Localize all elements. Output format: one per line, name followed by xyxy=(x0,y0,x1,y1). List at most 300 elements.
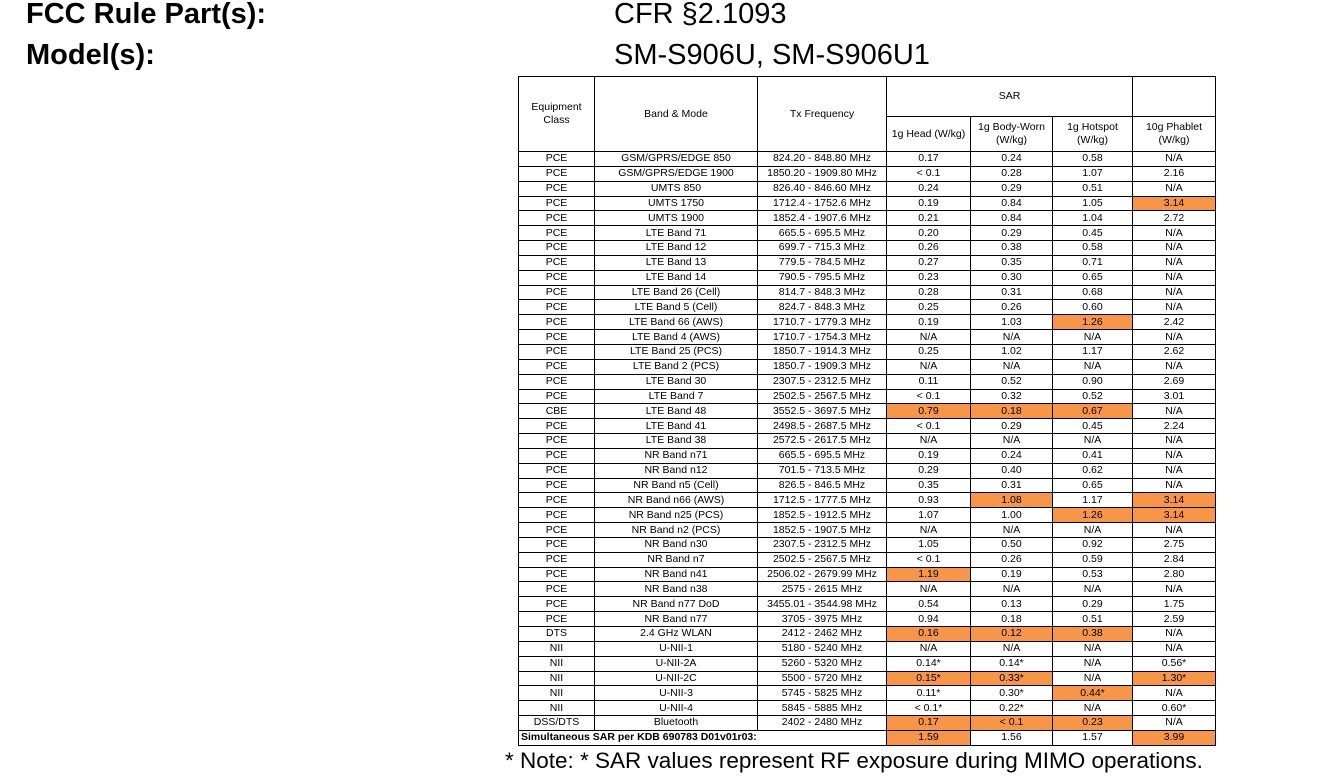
cell-freq: 2502.5 - 2567.5 MHz xyxy=(758,552,887,567)
cell-phablet: 2.59 xyxy=(1133,612,1216,627)
mimo-note: * Note: * SAR values represent RF exposure during MIMO operations. xyxy=(505,748,1203,773)
cell-hotspot: 0.45 xyxy=(1053,419,1133,434)
cell-body: 0.28 xyxy=(971,166,1053,181)
cell-head: 0.79 xyxy=(887,404,971,419)
cell-hotspot: N/A xyxy=(1053,330,1133,345)
cell-head: 1.19 xyxy=(887,567,971,582)
cell-eq: PCE xyxy=(519,597,595,612)
cell-freq: 826.5 - 846.5 MHz xyxy=(758,478,887,493)
table-row xyxy=(519,389,1216,404)
cell-phablet: N/A xyxy=(1133,152,1216,167)
cell-head: 0.93 xyxy=(887,493,971,508)
cell-eq: PCE xyxy=(519,523,595,538)
cell-body: 0.52 xyxy=(971,374,1053,389)
table-row xyxy=(519,404,1216,419)
cell-hotspot: 1.05 xyxy=(1053,196,1133,211)
cell-body: 0.29 xyxy=(971,419,1053,434)
cell-hotspot: 0.58 xyxy=(1053,241,1133,256)
cell-body: 0.31 xyxy=(971,285,1053,300)
simultaneous-sar-label: Simultaneous SAR per KDB 690783 D01v01r03: xyxy=(519,730,887,745)
cell-eq: PCE xyxy=(519,300,595,315)
cell-head: < 0.1* xyxy=(887,701,971,716)
cell-freq: 3552.5 - 3697.5 MHz xyxy=(758,404,887,419)
table-row xyxy=(519,166,1216,181)
cell-head: < 0.1 xyxy=(887,552,971,567)
table-row xyxy=(519,241,1216,256)
table-row xyxy=(519,270,1216,285)
cell-hotspot: N/A xyxy=(1053,434,1133,449)
cell-head: 0.19 xyxy=(887,448,971,463)
cell-phablet: 2.69 xyxy=(1133,374,1216,389)
cell-hotspot: 0.29 xyxy=(1053,597,1133,612)
cell-phablet: N/A xyxy=(1133,404,1216,419)
cell-body: 0.30 xyxy=(971,270,1053,285)
cell-band: NR Band n77 xyxy=(595,612,758,627)
cell-band: U-NII-4 xyxy=(595,701,758,716)
cell-band: NR Band n30 xyxy=(595,537,758,552)
table-row xyxy=(519,448,1216,463)
cell-eq: NII xyxy=(519,641,595,656)
cell-phablet: 2.16 xyxy=(1133,166,1216,181)
cell-hotspot: N/A xyxy=(1053,641,1133,656)
cell-phablet: 2.75 xyxy=(1133,537,1216,552)
table-row xyxy=(519,523,1216,538)
cell-band: NR Band n7 xyxy=(595,552,758,567)
cell-body: N/A xyxy=(971,641,1053,656)
cell-phablet: N/A xyxy=(1133,434,1216,449)
header-1g-hotspot: 1g Hotspot (W/kg) xyxy=(1053,117,1133,152)
cell-freq: 665.5 - 695.5 MHz xyxy=(758,226,887,241)
cell-phablet: 3.01 xyxy=(1133,389,1216,404)
table-row xyxy=(519,344,1216,359)
cell-freq: 1710.7 - 1754.3 MHz xyxy=(758,330,887,345)
cell-freq: 5745 - 5825 MHz xyxy=(758,686,887,701)
cell-freq: 814.7 - 848.3 MHz xyxy=(758,285,887,300)
cell-band: 2.4 GHz WLAN xyxy=(595,627,758,642)
cell-hotspot: N/A xyxy=(1053,582,1133,597)
cell-phablet: N/A xyxy=(1133,300,1216,315)
cell-head: 0.25 xyxy=(887,344,971,359)
cell-head: < 0.1 xyxy=(887,389,971,404)
cell-head: N/A xyxy=(887,641,971,656)
table-row xyxy=(519,567,1216,582)
cell-freq: 1850.20 - 1909.80 MHz xyxy=(758,166,887,181)
table-row xyxy=(519,641,1216,656)
header-equipment-class: Equipment Class xyxy=(519,77,595,152)
cell-band: UMTS 1750 xyxy=(595,196,758,211)
cell-band: LTE Band 13 xyxy=(595,255,758,270)
table-row xyxy=(519,300,1216,315)
table-row xyxy=(519,196,1216,211)
cell-head: N/A xyxy=(887,582,971,597)
cell-freq: 1710.7 - 1779.3 MHz xyxy=(758,315,887,330)
cell-body: 0.18 xyxy=(971,612,1053,627)
cell-hotspot: 1.26 xyxy=(1053,315,1133,330)
cell-body: 0.29 xyxy=(971,181,1053,196)
table-row xyxy=(519,671,1216,686)
cell-freq: 1850.7 - 1914.3 MHz xyxy=(758,344,887,359)
table-row xyxy=(519,255,1216,270)
cell-hotspot: 0.90 xyxy=(1053,374,1133,389)
cell-head: 0.16 xyxy=(887,627,971,642)
table-row xyxy=(519,612,1216,627)
cell-body: 0.26 xyxy=(971,300,1053,315)
cell-band: LTE Band 5 (Cell) xyxy=(595,300,758,315)
cell-freq: 699.7 - 715.3 MHz xyxy=(758,241,887,256)
cell-phablet: N/A xyxy=(1133,241,1216,256)
cell-freq: 1712.4 - 1752.6 MHz xyxy=(758,196,887,211)
cell-band: NR Band n41 xyxy=(595,567,758,582)
sar-table-body xyxy=(519,152,1216,746)
cell-eq: PCE xyxy=(519,166,595,181)
cell-eq: PCE xyxy=(519,226,595,241)
cell-hotspot: N/A xyxy=(1053,656,1133,671)
cell-eq: PCE xyxy=(519,196,595,211)
cell-body: 0.50 xyxy=(971,537,1053,552)
model-label: Model(s): xyxy=(26,39,155,71)
cell-head: N/A xyxy=(887,434,971,449)
cell-body: < 0.1 xyxy=(971,716,1053,731)
cell-freq: 824.7 - 848.3 MHz xyxy=(758,300,887,315)
table-row xyxy=(519,359,1216,374)
cell-phablet: 2.24 xyxy=(1133,419,1216,434)
cell-phablet: N/A xyxy=(1133,270,1216,285)
cell-eq: NII xyxy=(519,701,595,716)
cell-body: 0.19 xyxy=(971,567,1053,582)
cell-body: 0.13 xyxy=(971,597,1053,612)
cell-eq: PCE xyxy=(519,241,595,256)
cell-freq: 5845 - 5885 MHz xyxy=(758,701,887,716)
table-row xyxy=(519,181,1216,196)
cell-eq: PCE xyxy=(519,508,595,523)
cell-band: UMTS 850 xyxy=(595,181,758,196)
cell-body: 0.40 xyxy=(971,463,1053,478)
cell-freq: 5180 - 5240 MHz xyxy=(758,641,887,656)
cell-hotspot: 1.07 xyxy=(1053,166,1133,181)
cell-eq: PCE xyxy=(519,419,595,434)
cell-head: 0.24 xyxy=(887,181,971,196)
cell-band: U-NII-2A xyxy=(595,656,758,671)
cell-band: UMTS 1900 xyxy=(595,211,758,226)
cell-body: 0.30* xyxy=(971,686,1053,701)
cell-body: 0.33* xyxy=(971,671,1053,686)
cell-band: NR Band n71 xyxy=(595,448,758,463)
cell-freq: 701.5 - 713.5 MHz xyxy=(758,463,887,478)
cell-phablet: N/A xyxy=(1133,478,1216,493)
cell-eq: PCE xyxy=(519,493,595,508)
cell-hotspot: N/A xyxy=(1053,523,1133,538)
cell-band: LTE Band 66 (AWS) xyxy=(595,315,758,330)
cell-phablet: 1.75 xyxy=(1133,597,1216,612)
header-sar-group: SAR xyxy=(887,77,1133,117)
cell-freq: 2502.5 - 2567.5 MHz xyxy=(758,389,887,404)
cell-phablet: N/A xyxy=(1133,359,1216,374)
cell-band: NR Band n38 xyxy=(595,582,758,597)
cell-eq: PCE xyxy=(519,582,595,597)
cell-body: 0.14* xyxy=(971,656,1053,671)
cell-band: LTE Band 30 xyxy=(595,374,758,389)
cell-head: N/A xyxy=(887,359,971,374)
cell-head: 0.17 xyxy=(887,152,971,167)
cell-freq: 779.5 - 784.5 MHz xyxy=(758,255,887,270)
cell-band: U-NII-3 xyxy=(595,686,758,701)
header-10g-phablet: 10g Phablet (W/kg) xyxy=(1133,117,1216,152)
cell-hotspot: 1.17 xyxy=(1053,344,1133,359)
cell-hotspot: 0.41 xyxy=(1053,448,1133,463)
rule-part-value: CFR §2.1093 xyxy=(614,0,787,30)
cell-phablet: N/A xyxy=(1133,523,1216,538)
cell-freq: 3455.01 - 3544.98 MHz xyxy=(758,597,887,612)
cell-phablet: N/A xyxy=(1133,255,1216,270)
cell-phablet: N/A xyxy=(1133,285,1216,300)
cell-eq: PCE xyxy=(519,344,595,359)
cell-eq: PCE xyxy=(519,434,595,449)
cell-body: N/A xyxy=(971,523,1053,538)
cell-head: 0.28 xyxy=(887,285,971,300)
cell-head: 0.26 xyxy=(887,241,971,256)
cell-freq: 790.5 - 795.5 MHz xyxy=(758,270,887,285)
cell-phablet: 3.14 xyxy=(1133,196,1216,211)
cell-freq: 2412 - 2462 MHz xyxy=(758,627,887,642)
cell-head: 0.25 xyxy=(887,300,971,315)
cell-band: Bluetooth xyxy=(595,716,758,731)
cell-eq: PCE xyxy=(519,285,595,300)
cell-body: N/A xyxy=(971,434,1053,449)
table-row xyxy=(519,463,1216,478)
cell-freq: 2498.5 - 2687.5 MHz xyxy=(758,419,887,434)
cell-phablet: 2.72 xyxy=(1133,211,1216,226)
cell-band: LTE Band 48 xyxy=(595,404,758,419)
cell-hotspot: 0.59 xyxy=(1053,552,1133,567)
cell-eq: PCE xyxy=(519,211,595,226)
cell-band: U-NII-1 xyxy=(595,641,758,656)
cell-body: N/A xyxy=(971,359,1053,374)
simultaneous-cell-phablet: 3.99 xyxy=(1133,730,1216,745)
cell-band: NR Band n5 (Cell) xyxy=(595,478,758,493)
cell-freq: 2575 - 2615 MHz xyxy=(758,582,887,597)
cell-hotspot: 0.51 xyxy=(1053,612,1133,627)
cell-head: 0.14* xyxy=(887,656,971,671)
cell-freq: 5500 - 5720 MHz xyxy=(758,671,887,686)
cell-eq: PCE xyxy=(519,448,595,463)
cell-hotspot: 0.62 xyxy=(1053,463,1133,478)
cell-head: 0.20 xyxy=(887,226,971,241)
cell-hotspot: 0.68 xyxy=(1053,285,1133,300)
cell-freq: 1852.5 - 1912.5 MHz xyxy=(758,508,887,523)
cell-phablet: N/A xyxy=(1133,716,1216,731)
cell-head: 0.35 xyxy=(887,478,971,493)
cell-phablet: 2.80 xyxy=(1133,567,1216,582)
cell-phablet: N/A xyxy=(1133,448,1216,463)
cell-hotspot: 0.65 xyxy=(1053,270,1133,285)
cell-hotspot: 0.60 xyxy=(1053,300,1133,315)
cell-band: LTE Band 12 xyxy=(595,241,758,256)
cell-freq: 2402 - 2480 MHz xyxy=(758,716,887,731)
cell-phablet: N/A xyxy=(1133,330,1216,345)
cell-band: LTE Band 41 xyxy=(595,419,758,434)
cell-body: 1.02 xyxy=(971,344,1053,359)
cell-eq: NII xyxy=(519,671,595,686)
cell-band: LTE Band 2 (PCS) xyxy=(595,359,758,374)
cell-head: 0.29 xyxy=(887,463,971,478)
cell-head: 0.15* xyxy=(887,671,971,686)
cell-freq: 1850.7 - 1909.3 MHz xyxy=(758,359,887,374)
header-blank xyxy=(1133,77,1216,117)
cell-head: 0.94 xyxy=(887,612,971,627)
cell-hotspot: 0.65 xyxy=(1053,478,1133,493)
cell-hotspot: 0.67 xyxy=(1053,404,1133,419)
cell-head: < 0.1 xyxy=(887,419,971,434)
cell-head: N/A xyxy=(887,523,971,538)
cell-head: 0.19 xyxy=(887,315,971,330)
cell-phablet: 2.42 xyxy=(1133,315,1216,330)
cell-phablet: 0.56* xyxy=(1133,656,1216,671)
cell-phablet: N/A xyxy=(1133,226,1216,241)
cell-band: NR Band n77 DoD xyxy=(595,597,758,612)
table-row xyxy=(519,597,1216,612)
cell-head: 0.17 xyxy=(887,716,971,731)
cell-eq: PCE xyxy=(519,255,595,270)
cell-head: 0.54 xyxy=(887,597,971,612)
cell-phablet: 2.84 xyxy=(1133,552,1216,567)
table-row xyxy=(519,315,1216,330)
cell-body: 0.12 xyxy=(971,627,1053,642)
cell-head: 0.23 xyxy=(887,270,971,285)
cell-band: LTE Band 38 xyxy=(595,434,758,449)
cell-band: LTE Band 25 (PCS) xyxy=(595,344,758,359)
cell-band: LTE Band 4 (AWS) xyxy=(595,330,758,345)
cell-eq: PCE xyxy=(519,359,595,374)
cell-freq: 2307.5 - 2312.5 MHz xyxy=(758,537,887,552)
table-row xyxy=(519,434,1216,449)
cell-body: 1.00 xyxy=(971,508,1053,523)
cell-phablet: N/A xyxy=(1133,181,1216,196)
table-row xyxy=(519,627,1216,642)
cell-eq: PCE xyxy=(519,315,595,330)
cell-eq: DTS xyxy=(519,627,595,642)
cell-hotspot: 0.44* xyxy=(1053,686,1133,701)
cell-hotspot: N/A xyxy=(1053,359,1133,374)
table-row xyxy=(519,716,1216,731)
cell-phablet: 3.14 xyxy=(1133,508,1216,523)
cell-hotspot: 0.51 xyxy=(1053,181,1133,196)
cell-phablet: N/A xyxy=(1133,463,1216,478)
cell-hotspot: 0.38 xyxy=(1053,627,1133,642)
cell-body: 0.35 xyxy=(971,255,1053,270)
cell-body: 0.32 xyxy=(971,389,1053,404)
cell-freq: 2307.5 - 2312.5 MHz xyxy=(758,374,887,389)
cell-body: 1.03 xyxy=(971,315,1053,330)
cell-band: NR Band n2 (PCS) xyxy=(595,523,758,538)
cell-band: NR Band n66 (AWS) xyxy=(595,493,758,508)
cell-body: 0.24 xyxy=(971,448,1053,463)
cell-head: 0.19 xyxy=(887,196,971,211)
cell-eq: PCE xyxy=(519,612,595,627)
cell-body: 0.29 xyxy=(971,226,1053,241)
cell-hotspot: 0.53 xyxy=(1053,567,1133,582)
table-row xyxy=(519,211,1216,226)
cell-band: NR Band n12 xyxy=(595,463,758,478)
cell-eq: PCE xyxy=(519,270,595,285)
simultaneous-cell-hotspot: 1.57 xyxy=(1053,730,1133,745)
cell-phablet: N/A xyxy=(1133,582,1216,597)
cell-band: LTE Band 7 xyxy=(595,389,758,404)
cell-hotspot: 0.71 xyxy=(1053,255,1133,270)
cell-band: GSM/GPRS/EDGE 1900 xyxy=(595,166,758,181)
cell-hotspot: 0.58 xyxy=(1053,152,1133,167)
cell-band: GSM/GPRS/EDGE 850 xyxy=(595,152,758,167)
cell-freq: 1712.5 - 1777.5 MHz xyxy=(758,493,887,508)
cell-hotspot: 1.04 xyxy=(1053,211,1133,226)
cell-eq: PCE xyxy=(519,567,595,582)
table-row xyxy=(519,656,1216,671)
cell-body: 0.18 xyxy=(971,404,1053,419)
cell-eq: PCE xyxy=(519,552,595,567)
cell-hotspot: 1.17 xyxy=(1053,493,1133,508)
cell-band: NR Band n25 (PCS) xyxy=(595,508,758,523)
simultaneous-cell-head: 1.59 xyxy=(887,730,971,745)
cell-hotspot: 0.23 xyxy=(1053,716,1133,731)
cell-hotspot: N/A xyxy=(1053,701,1133,716)
cell-eq: PCE xyxy=(519,537,595,552)
cell-freq: 826.40 - 846.60 MHz xyxy=(758,181,887,196)
cell-eq: PCE xyxy=(519,463,595,478)
cell-eq: PCE xyxy=(519,374,595,389)
sar-table xyxy=(518,76,1216,746)
model-value: SM-S906U, SM-S906U1 xyxy=(614,39,930,71)
table-row xyxy=(519,374,1216,389)
cell-eq: PCE xyxy=(519,330,595,345)
cell-head: 1.05 xyxy=(887,537,971,552)
simultaneous-cell-body: 1.56 xyxy=(971,730,1053,745)
cell-phablet: N/A xyxy=(1133,641,1216,656)
table-row xyxy=(519,478,1216,493)
cell-band: LTE Band 71 xyxy=(595,226,758,241)
cell-body: 1.08 xyxy=(971,493,1053,508)
table-row xyxy=(519,226,1216,241)
cell-head: 0.27 xyxy=(887,255,971,270)
header-1g-body-worn: 1g Body-Worn (W/kg) xyxy=(971,117,1053,152)
cell-eq: PCE xyxy=(519,181,595,196)
table-row xyxy=(519,508,1216,523)
cell-eq: PCE xyxy=(519,389,595,404)
table-row xyxy=(519,285,1216,300)
header-tx-frequency: Tx Frequency xyxy=(758,77,887,152)
cell-eq: PCE xyxy=(519,478,595,493)
cell-eq: DSS/DTS xyxy=(519,716,595,731)
table-row xyxy=(519,582,1216,597)
cell-body: 0.84 xyxy=(971,211,1053,226)
rule-part-label: FCC Rule Part(s): xyxy=(26,0,267,30)
cell-body: N/A xyxy=(971,330,1053,345)
table-row xyxy=(519,493,1216,508)
cell-body: 0.26 xyxy=(971,552,1053,567)
cell-freq: 824.20 - 848.80 MHz xyxy=(758,152,887,167)
table-row xyxy=(519,701,1216,716)
cell-freq: 2506.02 - 2679.99 MHz xyxy=(758,567,887,582)
cell-head: 0.21 xyxy=(887,211,971,226)
cell-head: 1.07 xyxy=(887,508,971,523)
cell-body: 0.84 xyxy=(971,196,1053,211)
cell-eq: PCE xyxy=(519,152,595,167)
cell-band: LTE Band 26 (Cell) xyxy=(595,285,758,300)
cell-phablet: 1.30* xyxy=(1133,671,1216,686)
cell-hotspot: 0.92 xyxy=(1053,537,1133,552)
cell-band: LTE Band 14 xyxy=(595,270,758,285)
cell-freq: 2572.5 - 2617.5 MHz xyxy=(758,434,887,449)
table-row xyxy=(519,419,1216,434)
cell-head: N/A xyxy=(887,330,971,345)
